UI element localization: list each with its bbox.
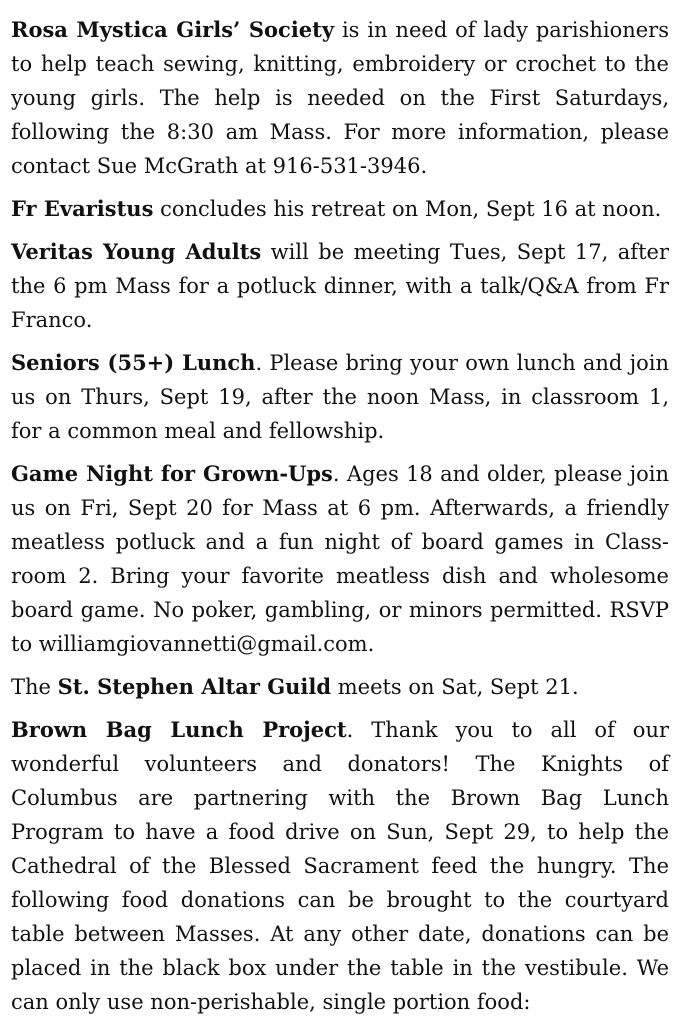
- announcement-veritas-young-adults: [11, 235, 669, 337]
- announcement-seniors-lunch: [11, 346, 669, 448]
- announcement-heading: Brown Bag Lunch Project: [11, 717, 347, 742]
- announcement-body: will be meeting Tues, Sept 17, after the 6 pm Mass for a potluck dinner, with a talk/Q&A from Fr Franco.: [11, 240, 669, 332]
- announcement-body: . Please bring your own lunch and join us on Thurs, Sept 19, after the noon Mass, in classroom 1, for a common meal and fellowship.: [11, 351, 669, 443]
- announcement-heading: Seniors (55+) Lunch: [11, 350, 256, 375]
- announcement-heading: Veritas Young Adults: [11, 239, 262, 264]
- announcement-body: is in need of lady parishioners to help teach sewing, knitting, embroidery or crochet to the young girls. The help is needed on the First Saturdays, following the 8:30 am Mass. For more information, please contact Sue McGrath at 916-531-3946.: [11, 18, 669, 178]
- announcement-fr-evaristus: [11, 192, 669, 226]
- announcement-rosa-mystica: [11, 13, 669, 183]
- announcement-altar-guild: [11, 670, 669, 704]
- announcement-game-night: [11, 457, 669, 661]
- announcement-lead: The: [11, 675, 58, 699]
- announcement-body: . Ages 18 and older, please join us on Fri, Sept 20 for Mass at 6 pm. Afterwards, a friendly meatless potluck and a fun night of board games in Class-room 2. Bring your favorite meatless dish and wholesome board game. No poker, gambling, or minors permitted. RSVP to williamgiovannetti@gmail.com.: [11, 462, 670, 656]
- announcement-heading: Game Night for Grown-Ups: [11, 461, 333, 486]
- announcement-brown-bag-lunch: [11, 713, 669, 1019]
- announcement-heading: Rosa Mystica Girls’ Society: [11, 17, 335, 42]
- announcement-heading: St. Stephen Altar Guild: [57, 674, 332, 699]
- announcement-heading: Fr Evaristus: [11, 196, 154, 221]
- announcement-body: . Thank you to all of our wonderful volunteers and donators! The Knights of Columbus are partnering with the Brown Bag Lunch Program to have a food drive on Sun, Sept 29, to help the Cathedral of the Blessed Sacrament feed the hungry. The following food donations can be brought to the courtyard table between Masses. At any other date, donations can be placed in the black box under the table in the vestibule. We can only use non-perishable, single portion food:: [11, 718, 670, 1014]
- announcement-body: concludes his retreat on Mon, Sept 16 at noon.: [153, 197, 662, 221]
- announcement-body: meets on Sat, Sept 21.: [331, 675, 579, 699]
